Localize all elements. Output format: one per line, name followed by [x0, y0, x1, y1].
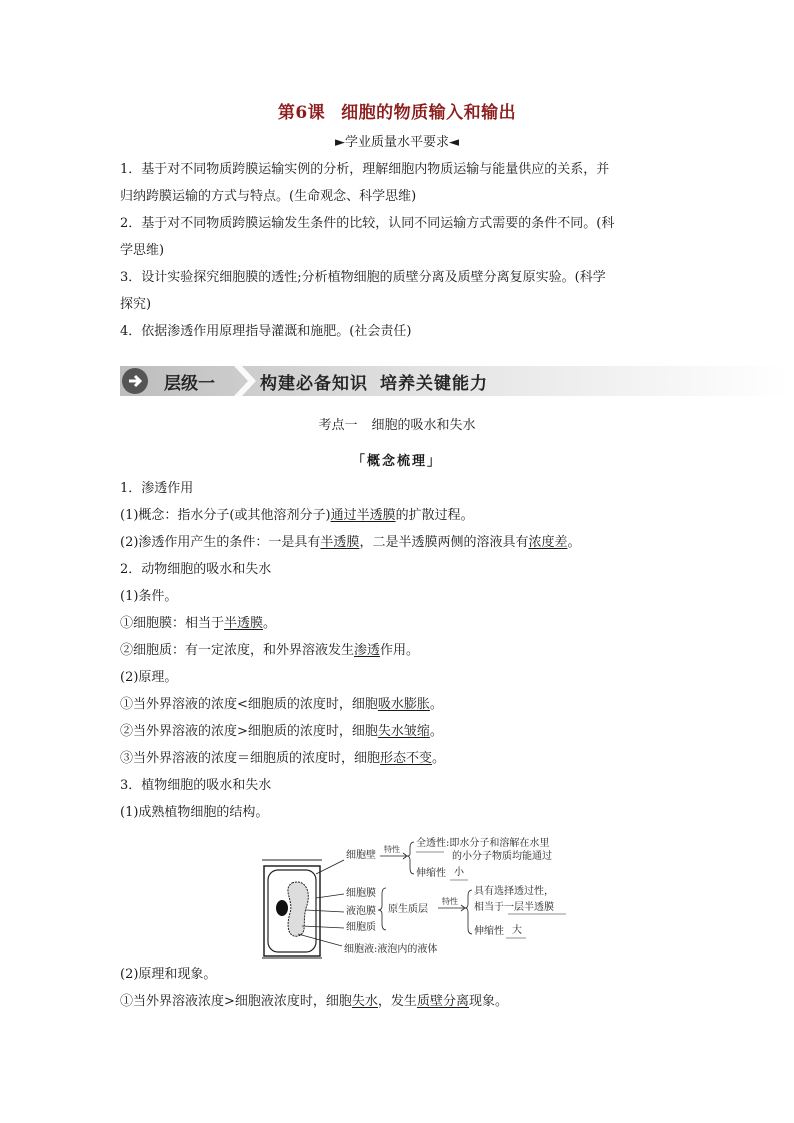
label-cell-sap: 细胞液:液泡内的液体	[344, 944, 438, 955]
text: ，二是半透膜两侧的溶液具有	[359, 535, 529, 550]
requirement-3-line1: 3．设计实验探究细胞膜的透性;分析植物细胞的质壁分离及质壁分离复原实验。(科学	[120, 270, 606, 285]
label-stretch2: 伸缩性	[474, 926, 504, 937]
label-selective: 具有选择透过性，	[474, 886, 554, 897]
s2-principle: (2)原理。	[120, 670, 178, 685]
text: (1)概念：指水分子(或其他溶剂分子)	[120, 508, 331, 523]
concept-heading: 「概念梳理」	[351, 454, 442, 469]
label-trait: 特性	[384, 845, 400, 854]
s1-concept-line	[120, 507, 680, 525]
requirement-2-line1: 2．基于对不同物质跨膜运输发生条件的比较，认同不同运输方式需要的条件不同。(科	[120, 216, 615, 231]
answer-underline: 半透膜	[224, 616, 264, 631]
answer-underline: 形态不变	[380, 751, 433, 766]
requirement-1-line1: 1．基于对不同物质跨膜运输实例的分析，理解细胞内物质运输与能量供应的关系，并	[120, 162, 610, 177]
s2-p1	[120, 696, 680, 714]
section-banner	[120, 366, 788, 396]
answer-underline: 质壁分离	[416, 994, 469, 1009]
s2-p3	[120, 750, 680, 768]
lesson-topic: 细胞的物质输入和输出	[341, 103, 517, 123]
text: ②当外界溶液的浓度>细胞质的浓度时，细胞	[120, 724, 378, 739]
kaodian-topic: 细胞的吸水和失水	[371, 418, 476, 433]
text: 。	[567, 535, 581, 550]
kaodian-title	[0, 414, 794, 433]
label-trait2: 特性	[442, 897, 458, 906]
text: 现象。	[468, 994, 508, 1009]
answer-underline: 失水皱缩	[377, 724, 430, 739]
requirement-1-line2: 归纳跨膜运输的方式与特点。(生命观念、科学思维)	[120, 189, 417, 204]
s2-c1	[120, 615, 680, 633]
text: ①当外界溶液的浓度<细胞质的浓度时，细胞	[120, 697, 378, 712]
text: ①当外界溶液浓度>细胞液浓度时，细胞	[120, 994, 352, 1009]
lesson-number: 第6课	[277, 103, 326, 123]
plant-cell-diagram	[262, 838, 582, 960]
answer-underline: 半透膜	[356, 508, 396, 523]
label-full-perm-desc2: 的小分子物质均能通过	[452, 851, 552, 862]
text: 。	[429, 697, 443, 712]
banner-heading-b: 培养关键能力	[380, 374, 488, 394]
banner-level: 层级一	[164, 374, 215, 394]
label-vacuole-membrane: 液泡膜	[346, 906, 376, 917]
text: 。	[432, 751, 446, 766]
answer-underline: 浓度差	[528, 535, 568, 550]
label-stretch: 伸缩性	[416, 868, 446, 879]
requirement-4: 4．依据渗透作用原理指导灌溉和施肥。(社会责任)	[120, 324, 412, 339]
label-cell-wall: 细胞壁	[346, 850, 376, 861]
text: 。	[263, 616, 277, 631]
chevron-right-icon	[220, 366, 256, 396]
s3-title: 3．植物细胞的吸水和失水	[120, 778, 272, 793]
requirement-2-line2: 学思维)	[120, 243, 165, 258]
text: 即水分子和溶解在水里	[449, 838, 550, 849]
s3-m1	[120, 993, 680, 1011]
s1-condition-line	[120, 534, 680, 552]
requirement-3-line2: 探究)	[120, 297, 152, 312]
text: 的扩散过程。	[395, 508, 474, 523]
answer-underline: 吸水膨胀	[377, 697, 430, 712]
quality-requirement-heading: ►学业质量水平要求◄	[335, 135, 459, 150]
text: 全透性:	[416, 838, 450, 849]
page-title	[0, 98, 794, 123]
label-protoplast: 原生质层	[388, 904, 428, 915]
text: (2)渗透作用产生的条件：一是具有	[120, 535, 321, 550]
s3-structure: (1)成熟植物细胞的结构。	[120, 805, 269, 820]
answer-underline: 失水	[351, 994, 378, 1009]
label-full-perm	[416, 838, 549, 850]
s3-mechanism: (2)原理和现象。	[120, 967, 217, 982]
text: ，发生	[377, 994, 417, 1009]
kaodian-label: 考点一	[318, 418, 358, 433]
answer-underline: 通过	[330, 508, 357, 523]
answer-underline: 半透膜	[320, 535, 360, 550]
label-big: 大	[512, 925, 522, 936]
answer-underline: 渗透	[354, 643, 381, 658]
s2-condition: (1)条件。	[120, 589, 178, 604]
text: ②细胞质：有一定浓度，和外界溶液发生	[120, 643, 355, 658]
text: 。	[429, 724, 443, 739]
text: ①细胞膜：相当于	[120, 616, 225, 631]
s2-c2	[120, 642, 680, 660]
label-small: 小	[454, 867, 464, 878]
text: 作用。	[380, 643, 420, 658]
banner-heading	[260, 369, 488, 394]
s1-title: 1．渗透作用	[120, 481, 194, 496]
s2-title: 2．动物细胞的吸水和失水	[120, 562, 272, 577]
text: 相当于	[474, 902, 504, 913]
label-cell-membrane: 细胞膜	[346, 888, 376, 899]
arrow-circle-icon	[122, 368, 148, 394]
label-cytoplasm: 细胞质	[346, 922, 376, 933]
text: 一层半透膜	[504, 902, 554, 913]
text: ③当外界溶液的浓度＝细胞质的浓度时，细胞	[120, 751, 381, 766]
banner-heading-a: 构建必备知识	[260, 374, 368, 394]
label-equivalent	[474, 902, 554, 914]
s2-p2	[120, 723, 680, 741]
